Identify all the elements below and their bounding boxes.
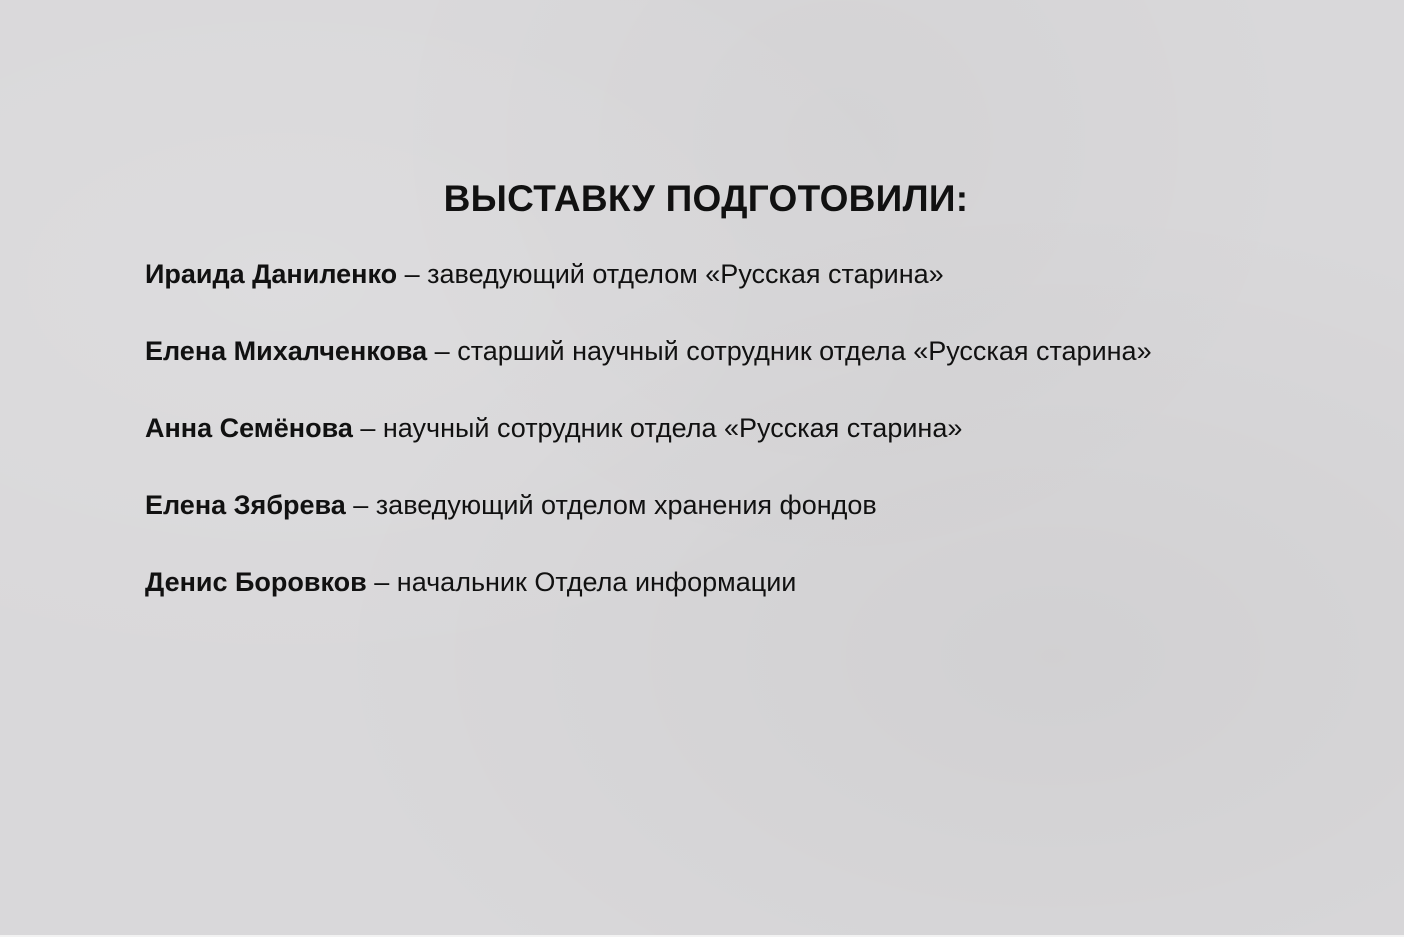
credit-role: старший научный сотрудник отдела «Русская старина» xyxy=(457,336,1152,366)
credit-item xyxy=(145,256,1152,333)
credit-separator: – xyxy=(345,490,376,520)
credit-role: начальник Отдела информации xyxy=(396,567,797,597)
credit-role: научный сотрудник отдела «Русская старина» xyxy=(382,413,963,443)
credit-name: Анна Семёнова xyxy=(145,413,353,443)
credit-name: Елена Михалченкова xyxy=(145,336,428,366)
credit-item xyxy=(145,564,1152,641)
credit-separator: – xyxy=(366,567,397,597)
credit-item xyxy=(145,333,1152,410)
credit-name: Елена Зябрева xyxy=(145,490,346,520)
credit-separator: – xyxy=(352,413,383,443)
credit-role: заведующий отделом «Русская старина» xyxy=(427,259,944,289)
credit-separator: – xyxy=(397,259,428,289)
credit-role: заведующий отделом хранения фондов xyxy=(375,490,877,520)
credit-item xyxy=(145,410,1152,487)
credits-list xyxy=(145,256,1152,641)
credit-name: Ираида Даниленко xyxy=(145,259,398,289)
credit-item xyxy=(145,487,1152,564)
credit-separator: – xyxy=(427,336,458,366)
page-title: ВЫСТАВКУ ПОДГОТОВИЛИ: xyxy=(443,178,969,219)
credit-name: Денис Боровков xyxy=(145,567,367,597)
